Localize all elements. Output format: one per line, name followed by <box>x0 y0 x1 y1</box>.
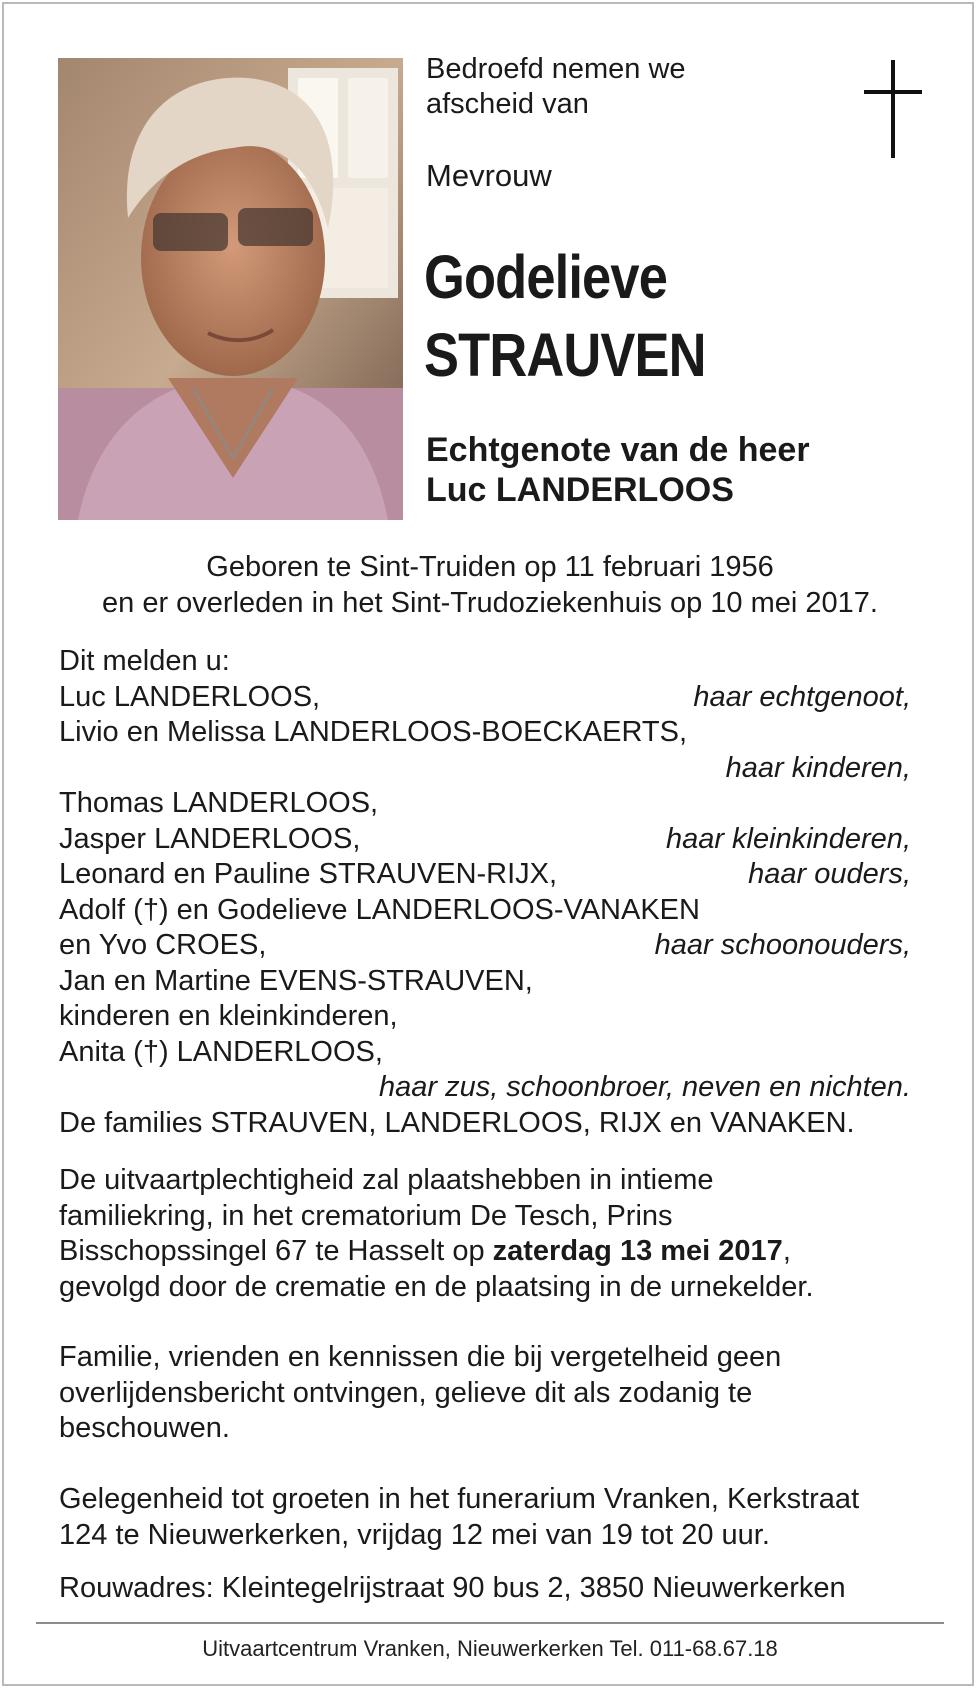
family-members: Jan en Martine EVENS-STRAUVEN, <box>59 964 533 997</box>
spouse-info <box>426 430 810 510</box>
family-row <box>59 1035 911 1071</box>
last-name: STRAUVEN <box>424 321 706 389</box>
family-row <box>59 964 911 1000</box>
family-relation: haar echtgenoot, <box>693 680 911 713</box>
family-members: Livio en Melissa LANDERLOOS-BOECKAERTS, <box>59 716 688 748</box>
family-members: Luc LANDERLOOS, <box>59 680 321 713</box>
footer-divider <box>36 1622 944 1624</box>
first-name: Godelieve <box>424 243 668 311</box>
family-row <box>59 822 911 858</box>
death-line: en er overleden in het Sint-Trudoziekenhuis op 10 mei 2017. <box>102 587 878 619</box>
visitation-line: Gelegenheid tot groeten in het funerarium Vranken, Kerkstraat <box>59 1483 860 1515</box>
family-members: De families STRAUVEN, LANDERLOOS, RIJX en VANAKEN. <box>59 1106 855 1139</box>
family-relation: haar zus, schoonbroer, neven en nichten. <box>378 1071 911 1103</box>
ceremony-line: De uitvaartplechtigheid zal plaatshebben in intieme <box>59 1164 714 1196</box>
family-members: en Yvo CROES, <box>59 929 267 961</box>
birth-death-info <box>0 549 980 621</box>
family-members: kinderen en kleinkinderen, <box>59 1000 398 1032</box>
portrait-photo <box>58 58 403 520</box>
honorific: Mevrouw <box>426 158 552 193</box>
family-members: Jasper LANDERLOOS, <box>59 822 361 855</box>
family-row <box>59 751 911 787</box>
notice-line: overlijdensbericht ontvingen, gelieve dit als zodanig te <box>59 1376 753 1409</box>
deceased-name <box>424 238 706 394</box>
family-row <box>59 786 911 822</box>
family-row <box>59 857 911 893</box>
family-members: Adolf (†) en Godelieve LANDERLOOS-VANAKEN <box>59 893 700 926</box>
family-row <box>59 893 911 929</box>
family-relation: haar kinderen, <box>725 751 911 784</box>
family-row <box>59 680 911 716</box>
ceremony-line: gevolgd door de crematie en de plaatsing in de urnekelder. <box>59 1270 814 1303</box>
family-members: Leonard en Pauline STRAUVEN-RIJX, <box>59 858 558 890</box>
portrait-image <box>58 58 403 520</box>
family-row <box>59 715 911 751</box>
announcement-intro: Dit melden u: <box>59 645 230 677</box>
cross-icon <box>864 60 922 158</box>
ceremony-line: Bisschopssingel 67 te Hasselt op zaterdag 13 mei 2017, <box>59 1235 791 1267</box>
family-relation: haar kleinkinderen, <box>665 822 911 855</box>
family-relation: haar ouders, <box>748 858 911 890</box>
family-row <box>59 1106 911 1142</box>
mourning-address: Rouwadres: Kleintegelrijstraat 90 bus 2, 3850 Nieuwerkerken <box>59 1572 846 1604</box>
intro-line-2: afscheid van <box>426 88 589 120</box>
ceremony-date: zaterdag 13 mei 2017 <box>492 1235 783 1267</box>
visitation-line: 124 te Nieuwerkerken, vrijdag 12 mei van 19 tot 20 uur. <box>59 1518 770 1551</box>
family-announcement <box>59 644 911 1141</box>
spouse-line-1: Echtgenote van de heer <box>426 431 810 469</box>
birth-line: Geboren te Sint-Truiden op 11 februari 1956 <box>206 551 774 583</box>
notice-line: Familie, vrienden en kennissen die bij vergetelheid geen <box>59 1341 782 1373</box>
family-row <box>59 1070 911 1106</box>
notice-line: beschouwen. <box>59 1412 230 1444</box>
spouse-line-2: Luc LANDERLOOS <box>426 471 734 509</box>
ceremony-paragraph <box>59 1163 929 1305</box>
visitation-paragraph <box>59 1482 929 1553</box>
funeral-home-footer: Uitvaartcentrum Vranken, Nieuwerkerken Tel. 011-68.67.18 <box>202 1636 778 1661</box>
family-row <box>59 928 911 964</box>
notice-paragraph <box>59 1340 929 1447</box>
family-row <box>59 999 911 1035</box>
ceremony-line: familiekring, in het crematorium De Tesch, Prins <box>59 1199 673 1232</box>
family-members: Anita (†) LANDERLOOS, <box>59 1035 383 1068</box>
intro-line-1: Bedroefd nemen we <box>426 53 686 85</box>
family-relation: haar schoonouders, <box>654 929 911 961</box>
intro-text <box>426 52 686 122</box>
family-members: Thomas LANDERLOOS, <box>59 787 379 819</box>
